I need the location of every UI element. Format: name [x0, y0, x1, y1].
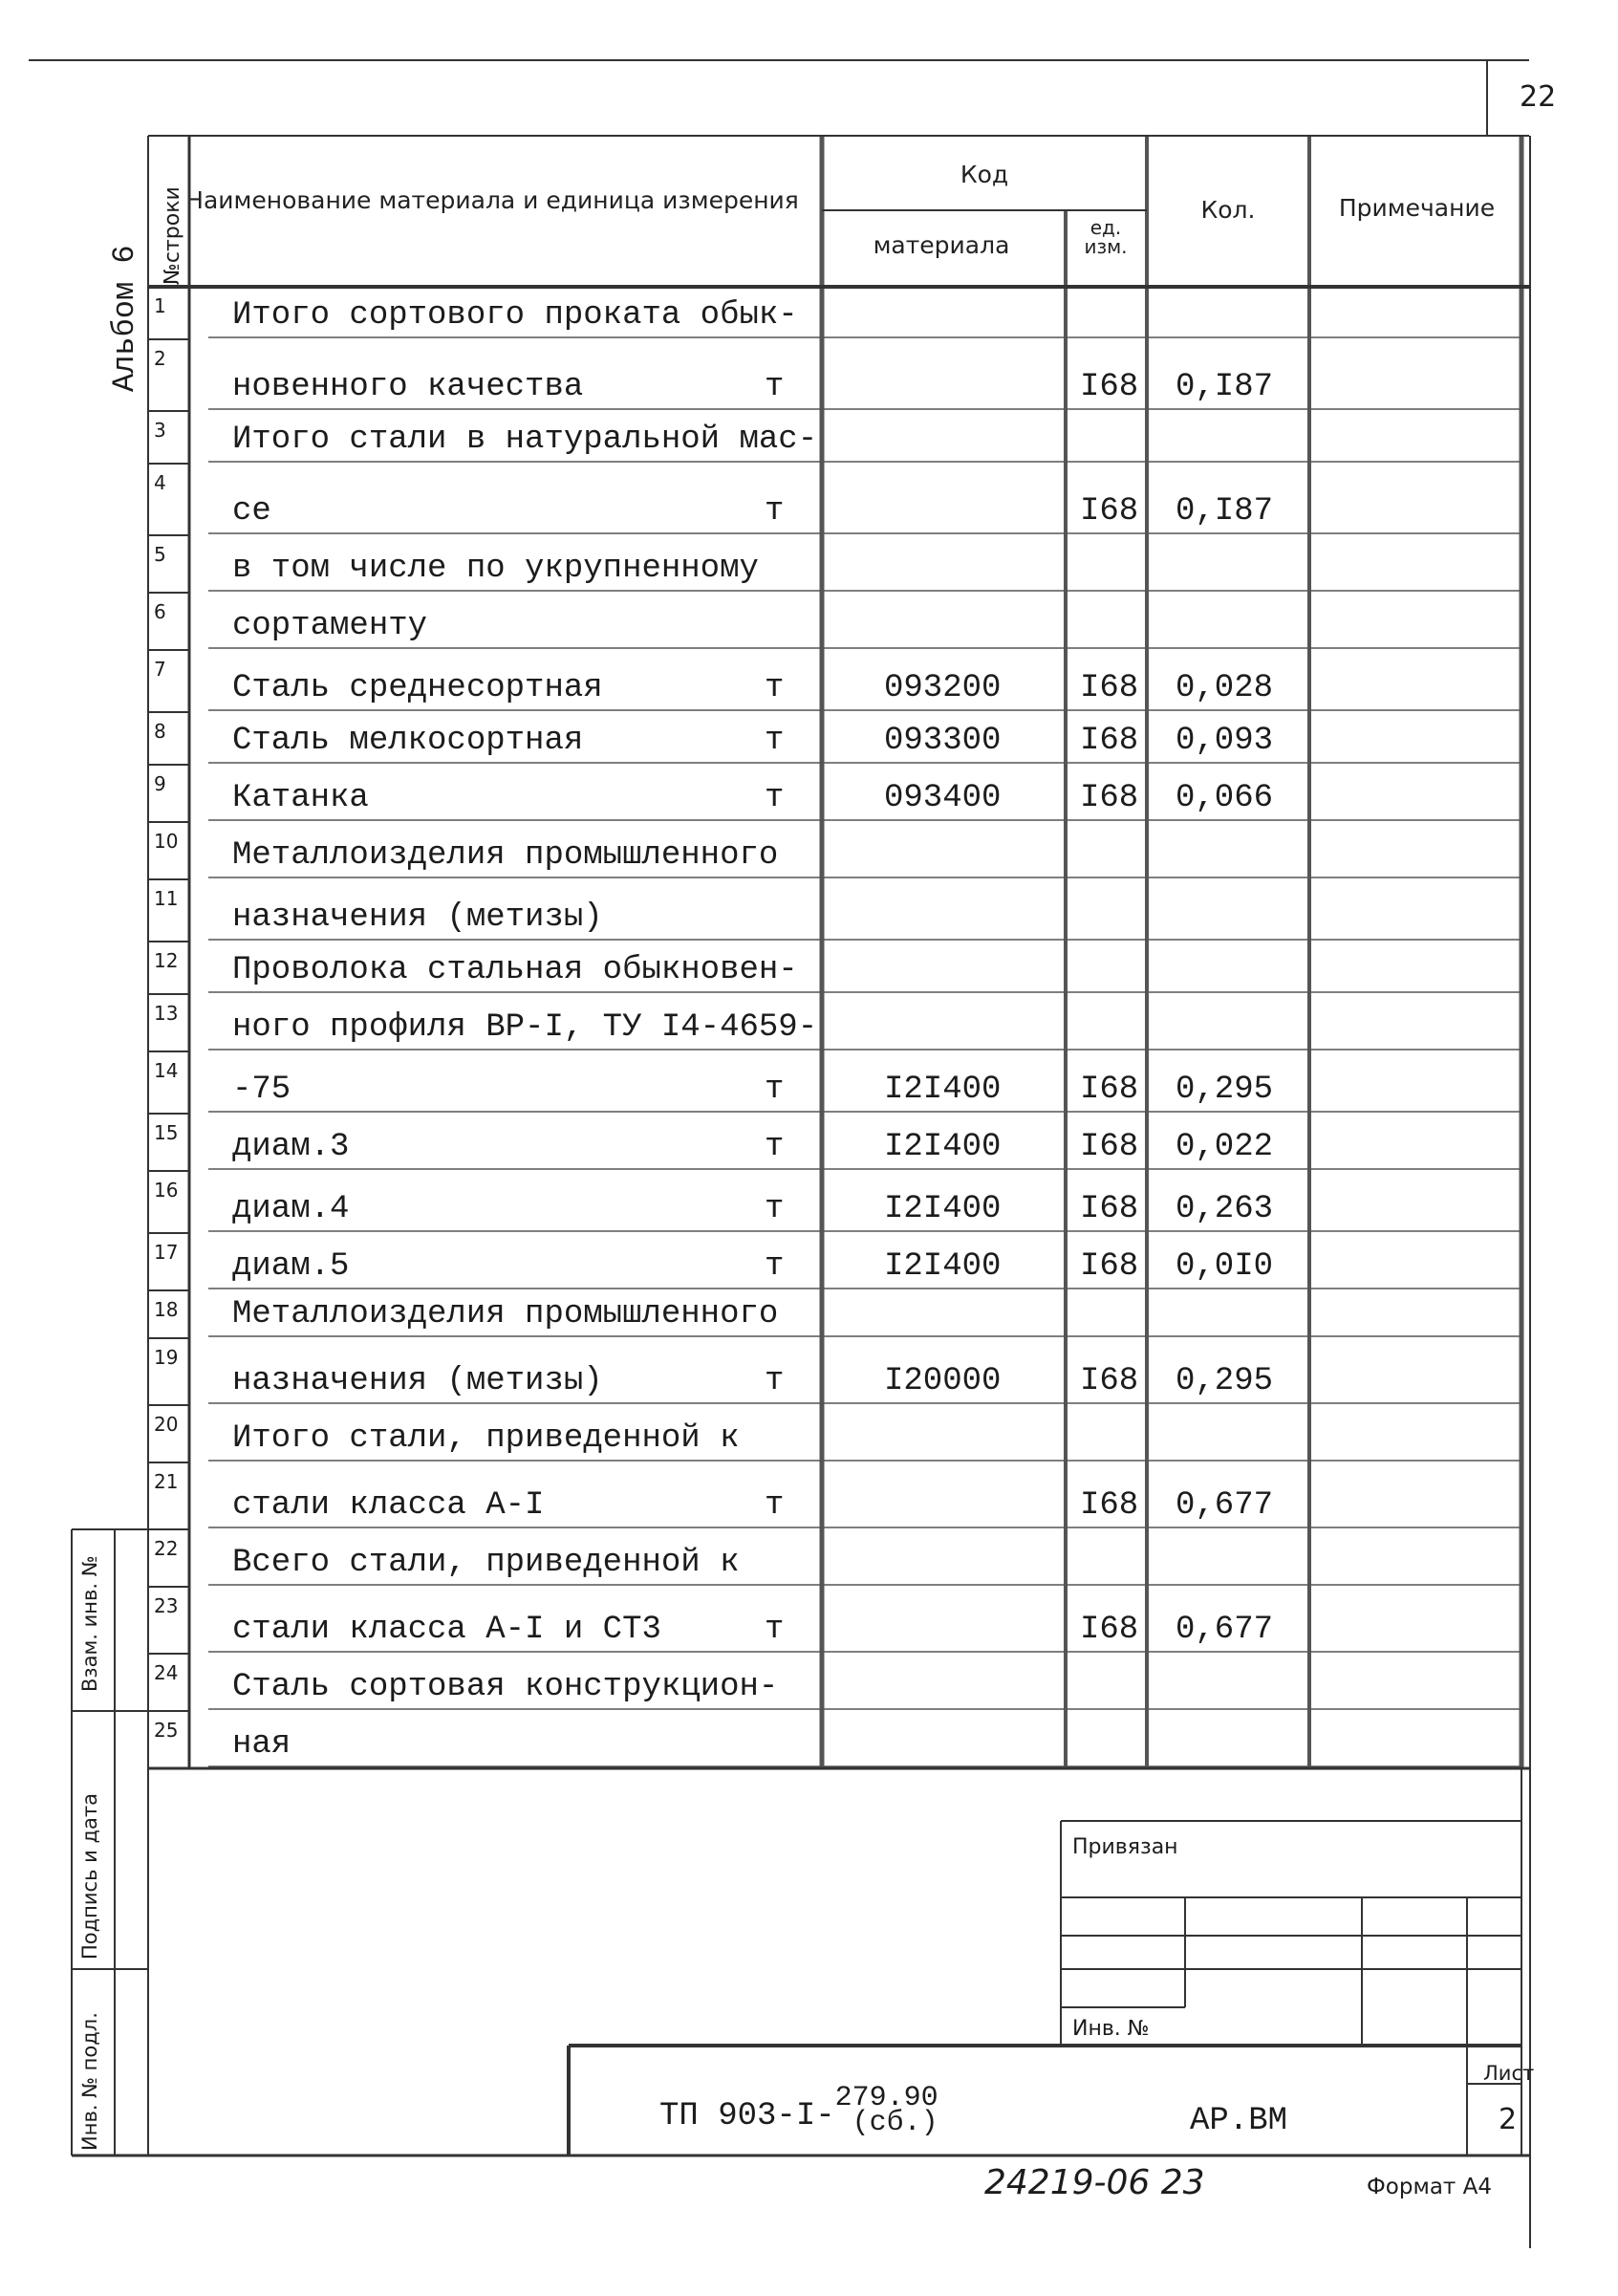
row-name: Итого стали, приведенной к	[232, 1420, 740, 1457]
row-number: 14	[154, 1059, 179, 1082]
row-number: 11	[154, 887, 179, 910]
row-number: 13	[154, 1002, 179, 1025]
row-qty: 0,022	[1176, 1129, 1274, 1165]
side-inv-podl: Инв. № подл.	[78, 2012, 101, 2151]
row-number: 16	[154, 1179, 179, 1202]
row-number: 1	[154, 294, 166, 317]
row-unit-code: I68	[1080, 1612, 1139, 1648]
row-name: диам.4	[232, 1191, 350, 1227]
row-code: 093300	[884, 723, 1002, 759]
row-code: I20000	[884, 1363, 1002, 1399]
row-qty: 0,028	[1176, 670, 1274, 706]
row-unit-code: I68	[1080, 1248, 1139, 1285]
row-number: 4	[154, 471, 166, 494]
row-name: Металлоизделия промышленного	[232, 1296, 779, 1332]
stamp-sheet-label: Лист	[1483, 2062, 1535, 2085]
row-qty: 0,677	[1176, 1487, 1274, 1524]
row-qty: 0,0I0	[1176, 1248, 1274, 1285]
row-name: диам.5	[232, 1248, 350, 1285]
row-name: ная	[232, 1726, 291, 1763]
row-unit-code: I68	[1080, 1363, 1139, 1399]
row-unit-code: I68	[1080, 723, 1139, 759]
stamp-doc-code: АР.ВМ	[1190, 2103, 1288, 2139]
row-qty: 0,093	[1176, 723, 1274, 759]
row-name: Всего стали, приведенной к	[232, 1545, 740, 1581]
row-number: 22	[154, 1537, 179, 1560]
row-number: 5	[154, 543, 166, 566]
row-number: 21	[154, 1470, 179, 1493]
header-name: Наименование материала и единица измерения	[185, 186, 799, 214]
row-number: 17	[154, 1241, 179, 1264]
row-number: 6	[154, 600, 166, 623]
row-name: сортаменту	[232, 608, 428, 644]
row-code: I2I400	[884, 1248, 1002, 1285]
row-number: 20	[154, 1413, 179, 1436]
row-number: 19	[154, 1346, 179, 1369]
row-name: стали класса А-I и СТ3	[232, 1612, 661, 1648]
row-unit: т	[765, 670, 785, 706]
row-name: ного профиля ВР-I, ТУ I4-4659-	[232, 1009, 818, 1046]
row-qty: 0,I87	[1176, 369, 1274, 405]
row-name: Сталь среднесортная	[232, 670, 603, 706]
row-code: I2I400	[884, 1129, 1002, 1165]
row-code: 093400	[884, 780, 1002, 816]
row-code: I2I400	[884, 1191, 1002, 1227]
row-name: Сталь мелкосортная	[232, 723, 584, 759]
row-number: 18	[154, 1298, 179, 1321]
row-name: Металлоизделия промышленного	[232, 837, 779, 874]
row-number: 24	[154, 1661, 179, 1684]
row-name: в том числе по укрупненному	[232, 551, 759, 587]
row-unit-code: I68	[1080, 1487, 1139, 1524]
doc-sup: 279.90	[834, 2082, 938, 2114]
row-name: Итого стали в натуральной мас-	[232, 422, 818, 458]
header-note: Примечание	[1338, 194, 1496, 222]
side-vzam: Взам. инв. №	[78, 1555, 101, 1692]
row-qty: 0,677	[1176, 1612, 1274, 1648]
row-unit: т	[765, 1248, 785, 1285]
header-code-unit: ед. изм.	[1084, 216, 1128, 258]
stamp-inv-no: Инв. №	[1072, 2017, 1150, 2041]
row-unit: т	[765, 493, 785, 530]
page-number: 22	[1520, 80, 1557, 114]
row-number: 8	[154, 720, 166, 743]
row-unit: т	[765, 1487, 785, 1524]
row-number: 23	[154, 1594, 179, 1617]
row-number: 15	[154, 1121, 179, 1144]
row-unit-code: I68	[1080, 1191, 1139, 1227]
row-unit-code: I68	[1080, 780, 1139, 816]
header-row-num: №строки	[161, 186, 184, 285]
row-unit-code: I68	[1080, 670, 1139, 706]
row-code: I2I400	[884, 1072, 1002, 1108]
row-qty: 0,I87	[1176, 493, 1274, 530]
row-name: Итого сортового проката обык-	[232, 297, 798, 334]
album-label: Альбом 6	[107, 245, 142, 392]
header-code-material: материала	[873, 231, 1010, 259]
row-qty: 0,295	[1176, 1072, 1274, 1108]
row-name: се	[232, 493, 271, 530]
row-number: 2	[154, 347, 166, 370]
row-number: 10	[154, 830, 179, 853]
stamp-privyazan: Привязан	[1072, 1835, 1178, 1859]
row-unit-code: I68	[1080, 1072, 1139, 1108]
row-name: Проволока стальная обыкновен-	[232, 952, 798, 988]
row-number: 3	[154, 419, 166, 442]
row-unit: т	[765, 369, 785, 405]
row-unit-code: I68	[1080, 369, 1139, 405]
side-podpis: Подпись и дата	[78, 1793, 101, 1960]
row-number: 9	[154, 772, 166, 795]
row-qty: 0,295	[1176, 1363, 1274, 1399]
stamp-sheet-no: 2	[1499, 2103, 1518, 2136]
row-name: Катанка	[232, 780, 369, 816]
row-unit: т	[765, 723, 785, 759]
row-unit: т	[765, 1612, 785, 1648]
row-code: 093200	[884, 670, 1002, 706]
row-name: новенного качества	[232, 369, 584, 405]
row-name: назначения (метизы)	[232, 899, 603, 936]
row-unit-code: I68	[1080, 493, 1139, 530]
row-unit: т	[765, 1363, 785, 1399]
row-number: 7	[154, 658, 166, 681]
doc-prefix: ТП 903-I-	[659, 2098, 835, 2134]
doc-sub: (сб.)	[852, 2107, 938, 2139]
header-qty: Кол.	[1200, 196, 1256, 224]
row-unit-code: I68	[1080, 1129, 1139, 1165]
handwritten-number: 24219-06 23	[984, 2163, 1205, 2202]
row-number: 25	[154, 1719, 179, 1742]
row-unit: т	[765, 780, 785, 816]
row-name: Сталь сортовая конструкцион-	[232, 1669, 779, 1705]
format-label: Формат А4	[1367, 2175, 1492, 2199]
row-qty: 0,066	[1176, 780, 1274, 816]
row-number: 12	[154, 949, 179, 972]
row-name: стали класса А-I	[232, 1487, 545, 1524]
row-name: назначения (метизы)	[232, 1363, 603, 1399]
row-name: диам.3	[232, 1129, 350, 1165]
row-unit: т	[765, 1072, 785, 1108]
row-unit: т	[765, 1129, 785, 1165]
row-qty: 0,263	[1176, 1191, 1274, 1227]
row-name: -75	[232, 1072, 291, 1108]
header-code: Код	[960, 161, 1009, 188]
row-unit: т	[765, 1191, 785, 1227]
